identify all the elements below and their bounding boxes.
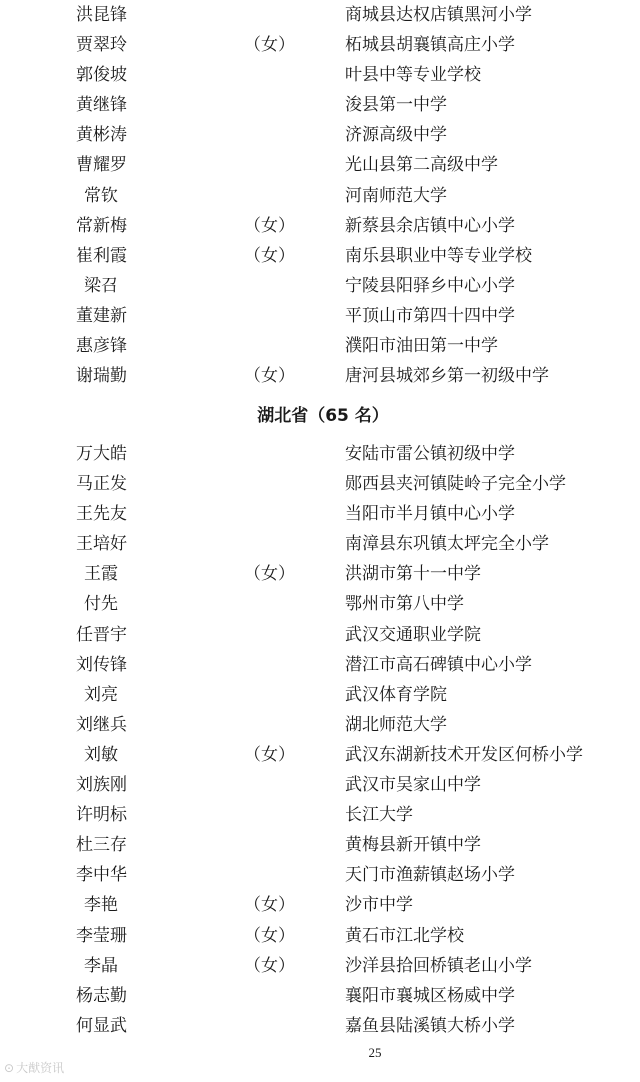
weibo-logo-icon: ⊙ — [4, 1061, 15, 1075]
school-name: 河南师范大学 — [345, 185, 447, 206]
person-name: 马正发 — [76, 474, 127, 495]
gender-note: （女） — [244, 35, 295, 56]
school-name: 柘城县胡襄镇高庄小学 — [345, 35, 515, 56]
list-item — [0, 921, 640, 951]
list-item — [0, 211, 640, 241]
gender-note: （女） — [244, 925, 295, 946]
person-name: 刘亮 — [84, 684, 118, 705]
person-name: 黄彬涛 — [76, 125, 127, 146]
list-item — [0, 361, 640, 391]
gender-note: （女） — [244, 245, 295, 266]
list-item — [0, 680, 640, 710]
list-item — [0, 30, 640, 60]
person-name: 杜三存 — [76, 835, 127, 856]
list-item — [0, 0, 640, 30]
school-name: 浚县第一中学 — [345, 95, 447, 116]
school-name: 鄂州市第八中学 — [345, 594, 464, 615]
person-name: 曹耀罗 — [76, 155, 127, 176]
list-item — [0, 301, 640, 331]
school-name: 武汉交通职业学院 — [345, 624, 481, 645]
gender-note: （女） — [244, 564, 295, 585]
school-name: 新蔡县余店镇中心小学 — [345, 215, 515, 236]
person-name: 常新梅 — [76, 215, 127, 236]
school-name: 武汉体育学院 — [345, 684, 447, 705]
person-name: 任晋宇 — [76, 624, 127, 645]
list-item — [0, 271, 640, 301]
school-name: 宁陵县阳驿乡中心小学 — [345, 275, 515, 296]
person-name: 梁召 — [84, 275, 118, 296]
school-name: 黄石市江北学校 — [345, 925, 464, 946]
person-name: 杨志勤 — [76, 985, 127, 1006]
school-name: 安陆市雷公镇初级中学 — [345, 444, 515, 464]
person-name: 许明标 — [76, 805, 127, 826]
list-item — [0, 120, 640, 150]
list-item — [0, 60, 640, 90]
school-name: 潜江市高石碑镇中心小学 — [345, 654, 532, 675]
person-name: 刘继兵 — [76, 714, 127, 735]
person-name: 刘传锋 — [76, 654, 127, 675]
school-name: 黄梅县新开镇中学 — [345, 835, 481, 856]
school-name: 武汉东湖新技术开发区何桥小学 — [345, 744, 583, 765]
person-name: 洪昆锋 — [76, 5, 127, 25]
henan-name-list — [0, 0, 640, 391]
list-item — [0, 740, 640, 770]
gender-note: （女） — [244, 744, 295, 765]
person-name: 刘敏 — [84, 744, 118, 765]
list-item — [0, 589, 640, 619]
school-name: 南乐县职业中等专业学校 — [345, 245, 532, 266]
person-name: 贾翠玲 — [76, 35, 127, 56]
person-name: 何显武 — [76, 1015, 127, 1036]
list-item — [0, 800, 640, 830]
school-name: 平顶山市第四十四中学 — [345, 305, 515, 326]
list-item — [0, 469, 640, 499]
list-item — [0, 559, 640, 589]
list-item — [0, 181, 640, 211]
school-name: 武汉市吴家山中学 — [345, 775, 481, 796]
school-name: 商城县达权店镇黑河小学 — [345, 5, 532, 25]
list-item — [0, 770, 640, 800]
person-name: 李艳 — [84, 895, 118, 916]
person-name: 崔利霞 — [76, 245, 127, 266]
school-name: 嘉鱼县陆溪镇大桥小学 — [345, 1015, 515, 1036]
list-item — [0, 331, 640, 361]
school-name: 叶县中等专业学校 — [345, 65, 481, 86]
school-name: 湖北师范大学 — [345, 714, 447, 735]
hubei-name-list — [0, 439, 640, 1041]
school-name: 天门市渔薪镇赵场小学 — [345, 865, 515, 886]
list-item — [0, 439, 640, 469]
school-name: 济源高级中学 — [345, 125, 447, 146]
person-name: 郭俊坡 — [76, 65, 127, 86]
school-name: 襄阳市襄城区杨威中学 — [345, 985, 515, 1006]
person-name: 万大皓 — [76, 444, 127, 464]
gender-note: （女） — [244, 366, 295, 387]
list-item — [0, 90, 640, 120]
list-item — [0, 150, 640, 180]
school-name: 濮阳市油田第一中学 — [345, 336, 498, 357]
list-item — [0, 620, 640, 650]
person-name: 王培好 — [76, 534, 127, 555]
page-number: 25 — [368, 1045, 382, 1060]
list-item — [0, 860, 640, 890]
list-item — [0, 1011, 640, 1041]
watermark — [4, 1060, 64, 1076]
school-name: 郧西县夹河镇陡岭子完全小学 — [345, 474, 566, 495]
person-name: 董建新 — [76, 305, 127, 326]
school-name: 当阳市半月镇中心小学 — [345, 504, 515, 525]
school-name: 唐河县城郊乡第一初级中学 — [345, 366, 549, 387]
list-item — [0, 241, 640, 271]
section-title-hubei: 湖北省（65 名） — [257, 406, 389, 426]
person-name: 刘族刚 — [76, 775, 127, 796]
school-name: 长江大学 — [345, 805, 413, 826]
person-name: 谢瑞勤 — [76, 366, 127, 387]
school-name: 沙市中学 — [345, 895, 413, 916]
person-name: 李莹珊 — [76, 925, 127, 946]
watermark-text: 大猷资讯 — [16, 1061, 65, 1075]
person-name: 王先友 — [76, 504, 127, 525]
school-name: 洪湖市第十一中学 — [345, 564, 481, 585]
gender-note: （女） — [244, 215, 295, 236]
list-item — [0, 650, 640, 680]
person-name: 常钦 — [84, 185, 118, 206]
person-name: 王霞 — [84, 564, 118, 585]
school-name: 光山县第二高级中学 — [345, 155, 498, 176]
school-name: 沙洋县拾回桥镇老山小学 — [345, 955, 532, 976]
school-name: 南漳县东巩镇太坪完全小学 — [345, 534, 549, 555]
list-item — [0, 890, 640, 920]
list-item — [0, 499, 640, 529]
person-name: 黄继锋 — [76, 95, 127, 116]
person-name: 李晶 — [84, 955, 118, 976]
list-item — [0, 830, 640, 860]
person-name: 付先 — [84, 594, 118, 615]
list-item — [0, 951, 640, 981]
list-item — [0, 710, 640, 740]
person-name: 李中华 — [76, 865, 127, 886]
person-name: 惠彦锋 — [76, 336, 127, 357]
gender-note: （女） — [244, 895, 295, 916]
list-item — [0, 981, 640, 1011]
gender-note: （女） — [244, 955, 295, 976]
list-item — [0, 529, 640, 559]
